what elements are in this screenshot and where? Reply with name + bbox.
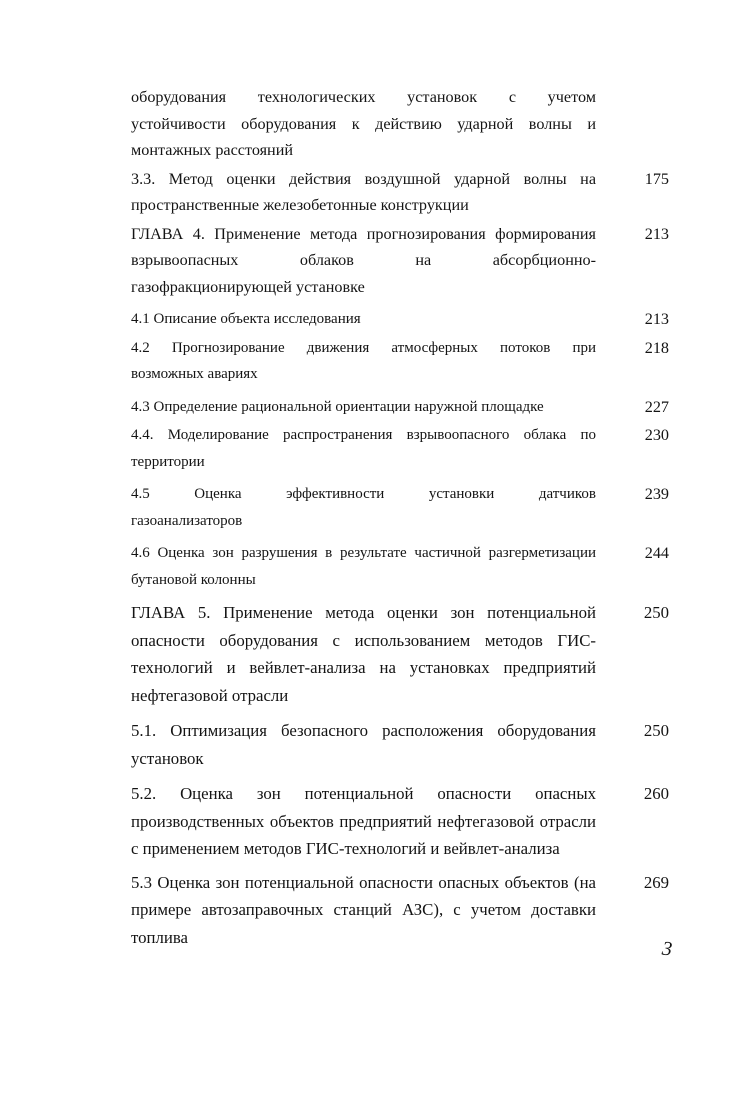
toc-page-number: 175 (644, 169, 669, 188)
toc-line: 3.3. Метод оценки действия воздушной ударной волны на (131, 169, 596, 188)
toc-line: устойчивости оборудования к действию ударной волны и (131, 114, 596, 133)
toc-line: 4.6 Оценка зон разрушения в результате частичной разгерметизации (131, 545, 596, 561)
toc-page-number: 218 (644, 338, 669, 357)
toc-entry-text (131, 780, 596, 863)
toc-line: технологий и вейвлет-анализа на установках предприятий (131, 658, 596, 677)
toc-line: с применением методов ГИС-технологий и вейвлет-анализа (131, 839, 560, 858)
toc-entry-text (131, 84, 596, 164)
toc-entry-text (131, 221, 596, 301)
toc-line: 4.2 Прогнозирование движения атмосферных потоков при (131, 339, 596, 356)
toc-page-number: 244 (644, 544, 669, 562)
toc-entry-text (131, 717, 596, 772)
toc-line: 4.5 Оценка эффективности установки датчиков (131, 486, 596, 502)
toc-entry-4-6 (131, 540, 669, 593)
toc-entry-text (131, 599, 596, 709)
toc-line: ГЛАВА 5. Применение метода оценки зон потенциальной (131, 603, 596, 622)
toc-entry-text (131, 422, 596, 475)
toc-entry-chapter-5 (131, 599, 669, 709)
toc-line: бутановой колонны (131, 571, 256, 588)
toc-entry-text (131, 166, 596, 219)
toc-line: взрывоопасных облаков на абсорбционно- (131, 251, 596, 269)
toc-line: 4.4. Моделирование распространения взрывоопасного облака по (131, 427, 596, 443)
toc-line: примере автозаправочных станций АЗС), с учетом доставки (131, 900, 596, 919)
toc-line: топлива (131, 927, 188, 947)
toc-page-number: 269 (643, 872, 669, 892)
toc-page-number: 213 (644, 310, 669, 328)
toc-line: опасности оборудования с использованием методов ГИС- (131, 630, 596, 650)
toc-line: пространственные железобетонные конструкции (131, 196, 469, 214)
toc-page-number: 227 (644, 397, 669, 416)
toc-line: 4.1 Описание объекта исследования (131, 311, 361, 327)
toc-page-number: 250 (643, 603, 669, 622)
toc-line: 5.3 Оценка зон потенциальной опасности опасных объектов (на (131, 872, 596, 892)
toc-entry-4-5 (131, 481, 669, 534)
toc-line: территории (131, 453, 205, 470)
toc-entry-text (131, 869, 596, 952)
toc-entry-4-4 (131, 422, 669, 475)
toc-entry-chapter-4 (131, 221, 669, 301)
toc-line: производственных объектов предприятий нефтегазовой отрасли (131, 811, 596, 831)
toc-entry-text (131, 394, 596, 421)
toc-entry-text (131, 306, 596, 333)
toc-entry-text (131, 540, 596, 593)
toc-entry-carryover (131, 84, 669, 164)
toc-line: установок (131, 748, 204, 768)
toc-entry-5-2 (131, 780, 669, 863)
toc-line: возможных авариях (131, 366, 258, 382)
toc-line: оборудования технологических установок с учетом (131, 88, 596, 106)
toc-entry-4-1 (131, 306, 669, 333)
toc-line: газоанализаторов (131, 512, 243, 529)
toc-entry-text (131, 481, 596, 534)
toc-page-number: 239 (644, 485, 669, 503)
toc-line: газофракционирующей установке (131, 277, 365, 296)
toc-line: нефтегазовой отрасли (131, 685, 289, 705)
toc-page-number: 250 (643, 721, 669, 740)
toc-line: монтажных расстояний (131, 141, 294, 159)
toc-line: 4.3 Определение рациональной ориентации наружной площадке (131, 398, 544, 415)
toc-entry-5-1 (131, 717, 669, 772)
toc-page-number: 213 (644, 224, 669, 243)
toc-line: 5.2. Оценка зон потенциальной опасности опасных (131, 784, 596, 803)
toc-line: ГЛАВА 4. Применение метода прогнозирования формирования (131, 224, 596, 243)
handwritten-page-number: 3 (660, 937, 674, 961)
toc-page-number: 230 (644, 426, 669, 444)
toc-entry-text (131, 335, 596, 388)
toc-entry-4-2 (131, 335, 669, 388)
toc-entry-4-3 (131, 394, 669, 421)
toc-entry-5-3 (131, 869, 669, 952)
toc-page-number: 260 (643, 784, 669, 803)
table-of-contents (131, 84, 669, 951)
toc-entry-3-3 (131, 166, 669, 219)
toc-line: 5.1. Оптимизация безопасного расположения оборудования (131, 721, 596, 740)
